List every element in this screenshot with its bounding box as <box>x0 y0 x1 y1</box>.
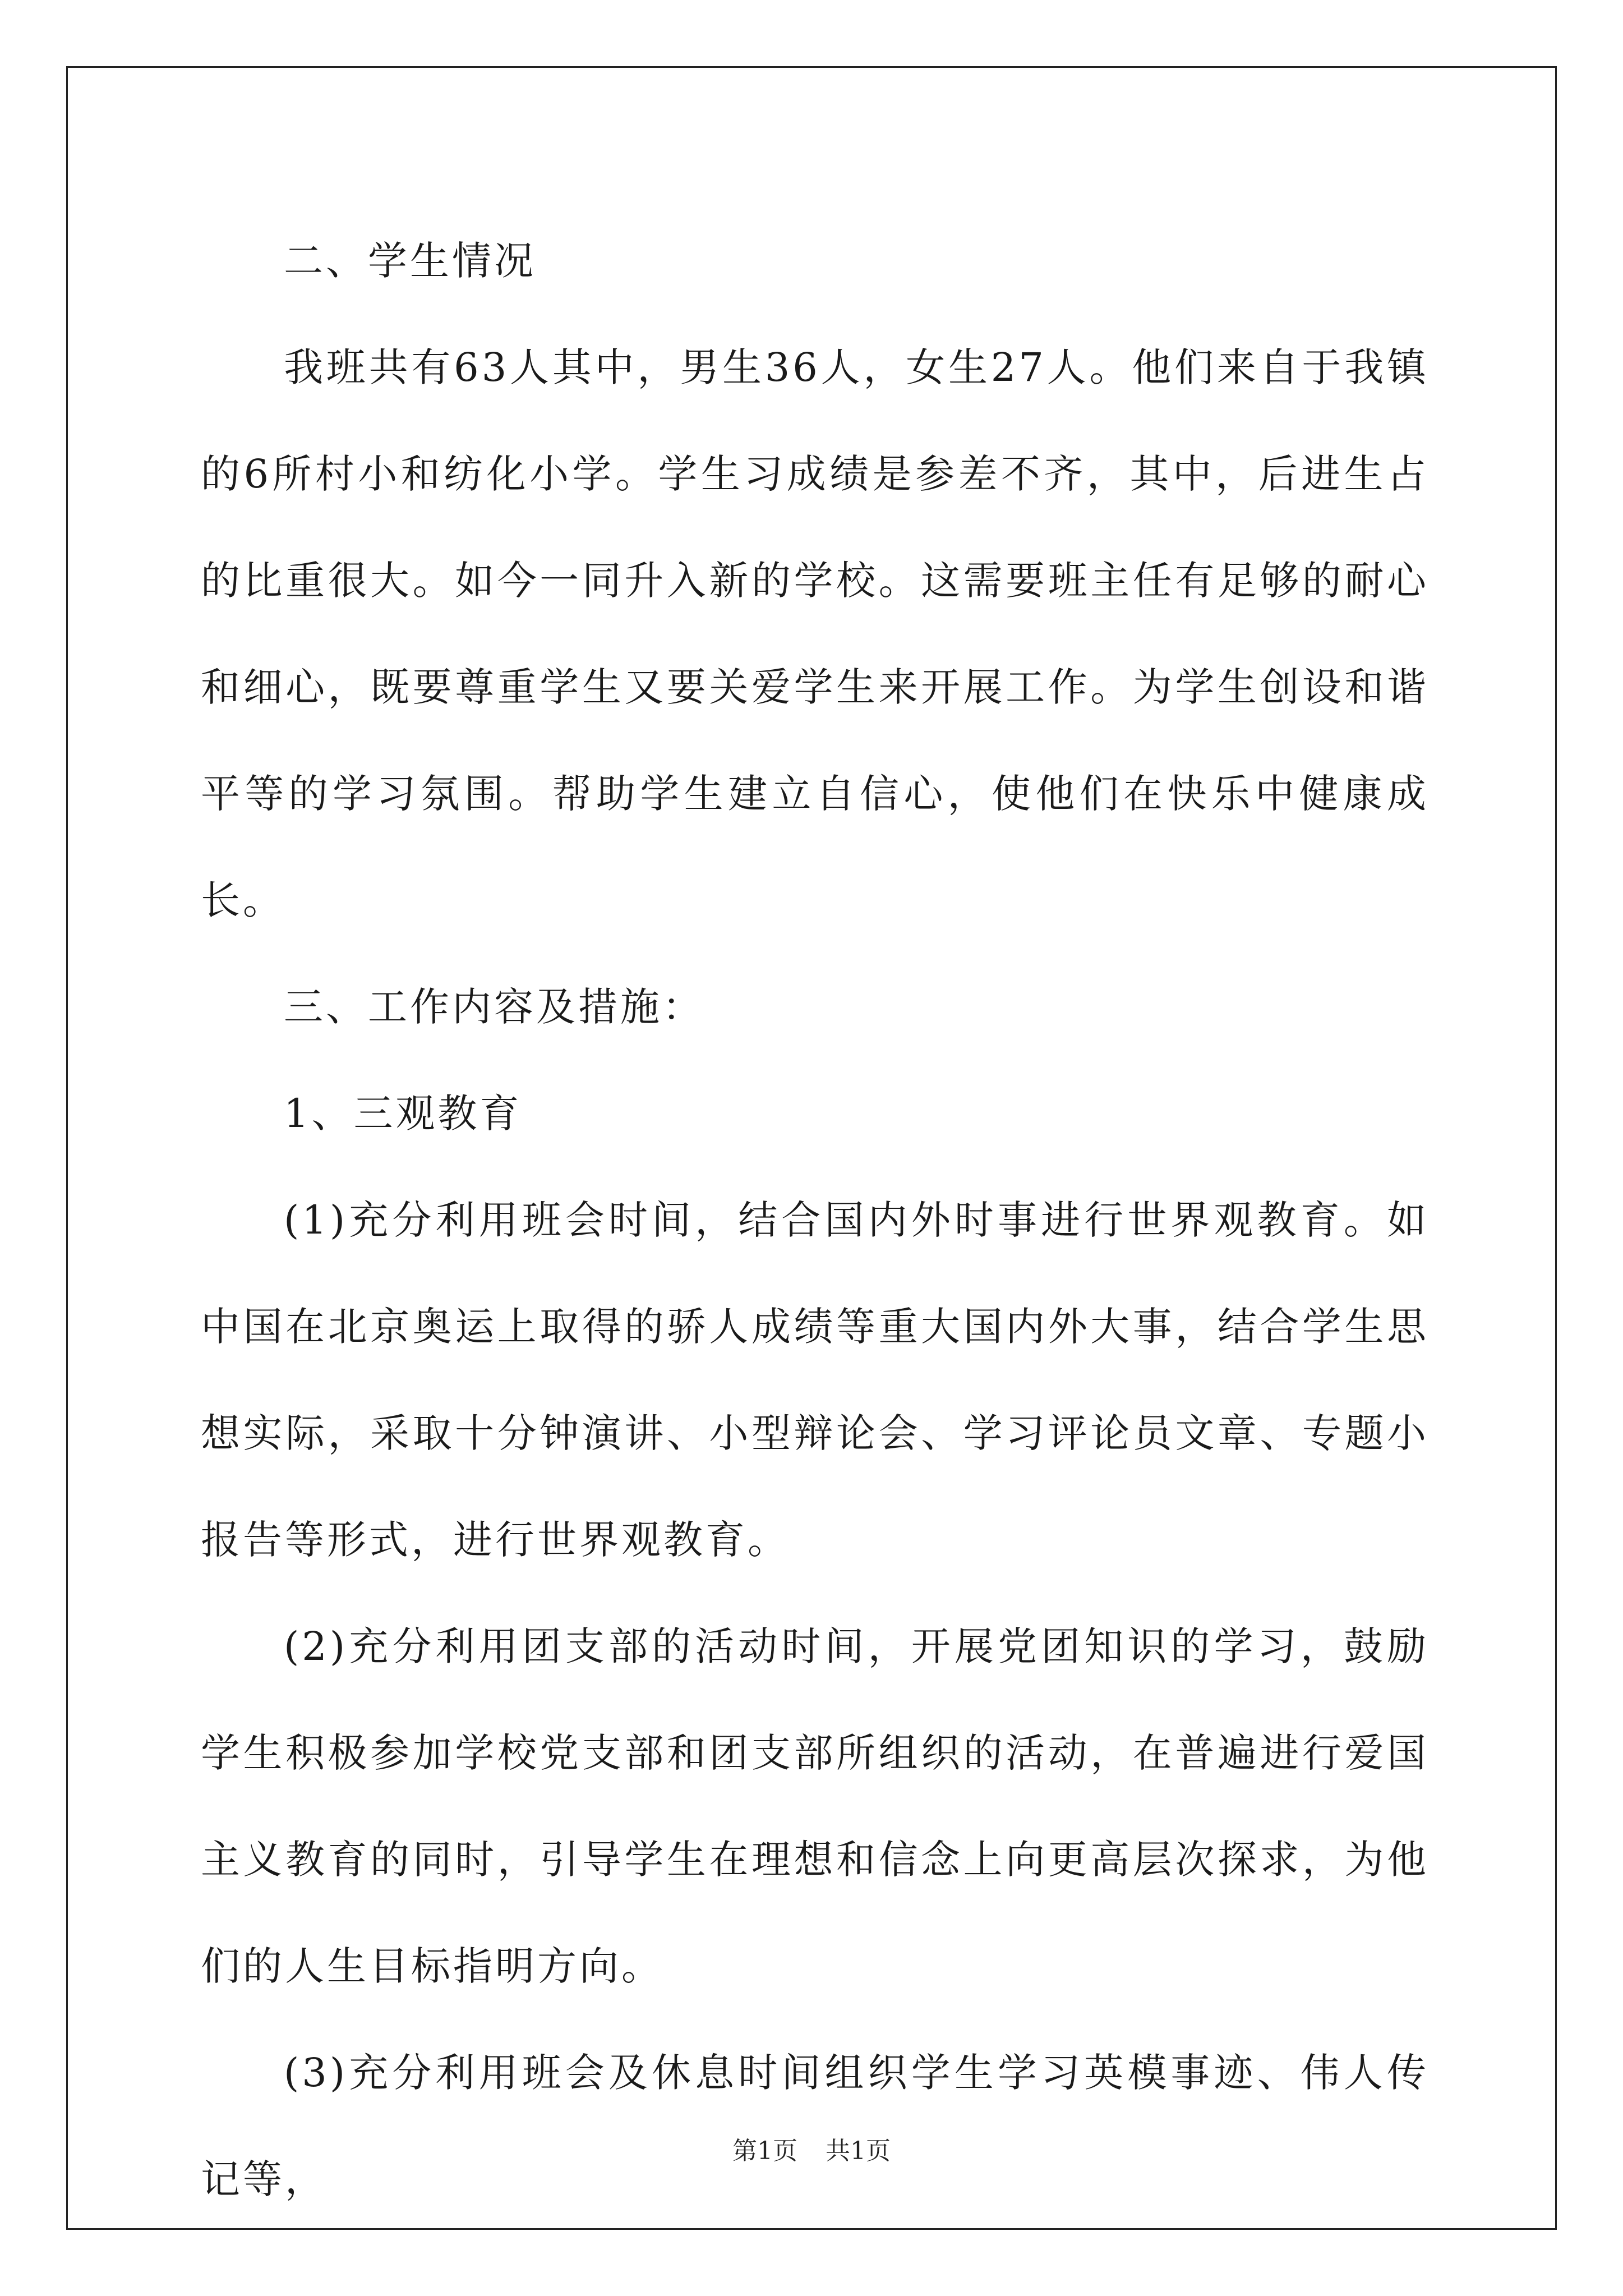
paragraph-item-2: (2)充分利用团支部的活动时间，开展党团知识的学习，鼓励学生积极参加学校党支部和团支部所组织的活动，在普遍进行爱国主义教育的同时，引导学生在理想和信念上向更高层次探求，为他们的人生目标指明方向。 <box>201 1623 1429 1989</box>
subheading-three-views-education: 1、三观教育 <box>284 1091 522 1137</box>
paragraph-item-1: (1)充分利用班会时间，结合国内外时事进行世界观教育。如中国在北京奥运上取得的骄人成绩等重大国内外大事，结合学生思想实际，采取十分钟演讲、小型辩论会、学习评论员文章、专题小报告等形式，进行世界观教育。 <box>201 1197 1429 1563</box>
page-footer <box>0 2134 1623 2168</box>
section-heading-work-content: 三、工作内容及措施： <box>284 984 704 1030</box>
paragraph-item-3: (3)充分利用班会及休息时间组织学生学习英模事迹、伟人传记等， <box>201 2050 1429 2202</box>
page-number-current: 第1页 <box>732 2137 797 2165</box>
page-number-total: 共1页 <box>826 2137 891 2165</box>
document-body <box>201 208 1429 2233</box>
paragraph-student-situation: 我班共有63人其中，男生36人，女生27人。他们来自于我镇的6所村小和纺化小学。学生习成绩是参差不齐，其中，后进生占的比重很大。如今一同升入新的学校。这需要班主任有足够的耐心和细心，既要尊重学生又要关爱学生来开展工作。为学生创设和谐平等的学习氛围。帮助学生建立自信心，使他们在快乐中健康成长。 <box>201 344 1429 923</box>
section-heading-student-situation: 二、学生情况 <box>284 238 536 284</box>
